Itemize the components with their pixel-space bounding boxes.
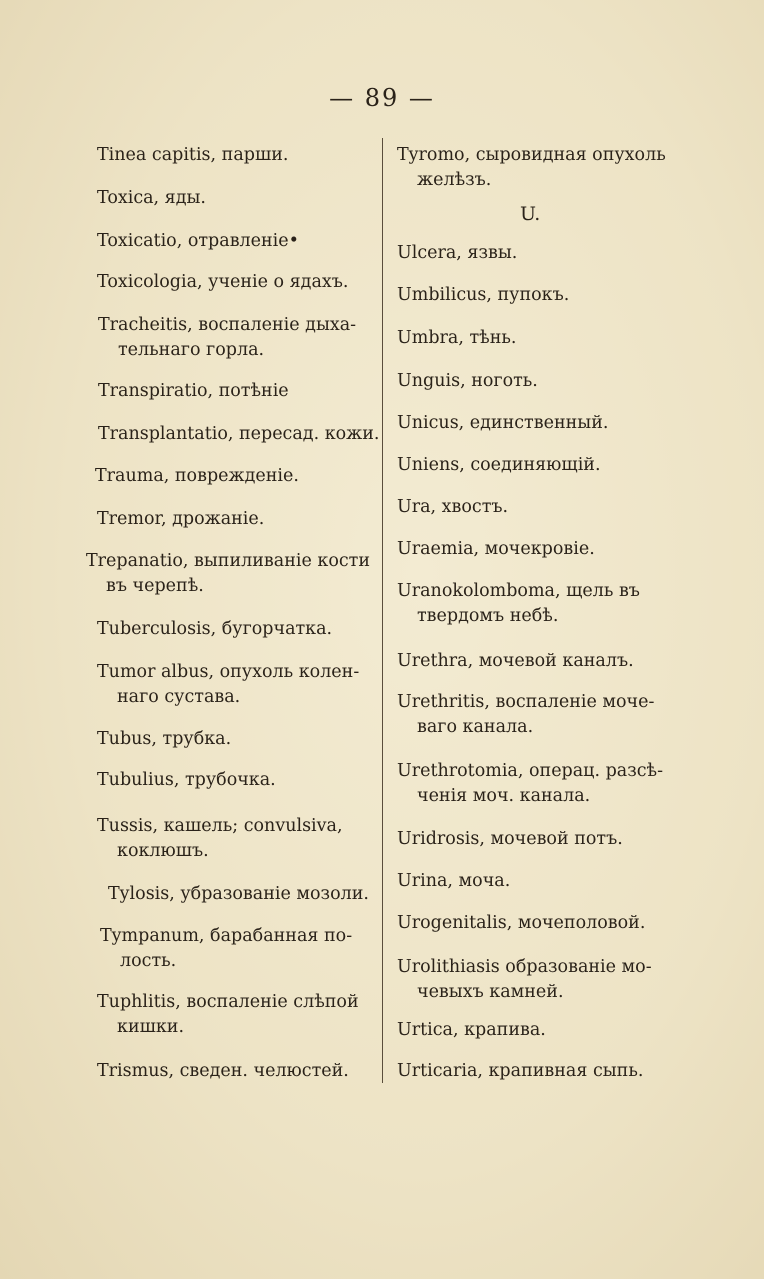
dictionary-entry bbox=[397, 911, 645, 936]
entry-line: Transpiratio, потѣніе bbox=[98, 381, 289, 401]
entry-line: Trepanatio, выпиливаніе кости bbox=[86, 551, 370, 571]
entry-line: Urethra, мочевой каналъ. bbox=[397, 651, 634, 671]
dictionary-entry bbox=[397, 411, 608, 436]
entry-line: Tuberculosis, бугорчатка. bbox=[97, 619, 333, 639]
entry-line: Tracheitis, воспаленіе дыха- bbox=[98, 315, 357, 335]
dictionary-entry bbox=[397, 495, 508, 520]
entry-line: Tyromo, сыровидная опухоль bbox=[397, 145, 666, 165]
entry-continuation-line: ченія моч. канала. bbox=[417, 786, 591, 806]
entry-line: Tussis, кашель; convulsiva, bbox=[97, 816, 343, 836]
dictionary-entry bbox=[397, 1059, 643, 1084]
entry-line: Urticaria, крапивная сыпь. bbox=[397, 1061, 644, 1081]
dictionary-entry bbox=[397, 690, 654, 740]
entry-continuation-line: наго сустава. bbox=[117, 687, 241, 707]
entry-line: Toxica, яды. bbox=[97, 188, 206, 208]
entry-continuation-line: твердомъ небѣ. bbox=[417, 606, 559, 626]
entry-line: Umbra, тѣнь. bbox=[397, 328, 517, 348]
entry-line: Urogenitalis, мочеполовой. bbox=[397, 913, 646, 933]
entry-line: Trauma, поврежденіе. bbox=[95, 466, 299, 486]
entry-line: Trismus, сведен. челюстей. bbox=[97, 1061, 349, 1081]
dictionary-entry bbox=[397, 1018, 546, 1043]
entry-continuation-line: въ черепѣ. bbox=[106, 576, 204, 596]
entry-line: Urolithiasis образованіе мо- bbox=[397, 957, 652, 977]
entry-line: Urina, моча. bbox=[397, 871, 511, 891]
page-number: — 89 — bbox=[329, 84, 435, 112]
entry-line: Umbilicus, пупокъ. bbox=[397, 285, 570, 305]
entry-line: Tylosis, убразованіе мозоли. bbox=[108, 884, 369, 904]
entry-line: Ura, хвостъ. bbox=[397, 497, 509, 517]
entry-line: Tremor, дрожаніе. bbox=[97, 509, 265, 529]
entry-line: Toxicologia, ученіе о ядахъ. bbox=[97, 272, 349, 292]
dictionary-entry bbox=[397, 955, 652, 1005]
dictionary-entry bbox=[397, 759, 663, 809]
entry-continuation-line: ваго канала. bbox=[417, 717, 534, 737]
dictionary-entry bbox=[397, 453, 601, 478]
dictionary-entry bbox=[397, 143, 666, 193]
entry-line: Urethritis, воспаленіе моче- bbox=[397, 692, 655, 712]
dictionary-entry bbox=[397, 869, 510, 894]
entry-line: Unicus, единственный. bbox=[397, 413, 609, 433]
dictionary-entry bbox=[397, 827, 623, 852]
dictionary-entry bbox=[397, 537, 595, 562]
entry-line: Urethrotomia, операц. разсѣ- bbox=[397, 761, 664, 781]
dictionary-entry bbox=[397, 649, 634, 674]
entry-continuation-line: коклюшъ. bbox=[117, 841, 209, 861]
entry-continuation-line: тельнаго горла. bbox=[118, 340, 265, 360]
entry-line: Urtica, крапива. bbox=[397, 1020, 546, 1040]
entry-line: Tinea capitis, парши. bbox=[97, 145, 289, 165]
entry-line: Uniens, соединяющій. bbox=[397, 455, 601, 475]
entry-line: Toxicatio, отравленіе• bbox=[97, 231, 299, 251]
entry-continuation-line: лость. bbox=[120, 951, 177, 971]
entry-continuation-line: чевыхъ камней. bbox=[417, 982, 564, 1002]
entry-line: Tubulius, трубочка. bbox=[97, 770, 276, 790]
section-letter: U. bbox=[520, 203, 541, 225]
entry-line: Uranokolomboma, щель въ bbox=[397, 581, 640, 601]
dictionary-entry bbox=[397, 326, 516, 351]
entry-line: Tumor albus, опухоль колен- bbox=[97, 662, 360, 682]
entry-line: Tympanum, барабанная по- bbox=[100, 926, 353, 946]
entry-line: Unguis, ноготь. bbox=[397, 371, 538, 391]
dictionary-entry bbox=[397, 579, 640, 629]
entry-continuation-line: кишки. bbox=[117, 1017, 185, 1037]
entry-continuation-line: желѣзъ. bbox=[417, 170, 492, 190]
entry-line: Uraemia, мочекровіе. bbox=[397, 539, 595, 559]
entry-line: Tuphlitis, воспаленіе слѣпой bbox=[97, 992, 359, 1012]
entry-line: Transplantatio, пересад. кожи. bbox=[98, 424, 380, 444]
entry-line: Ulcera, язвы. bbox=[397, 243, 518, 263]
entry-line: Tubus, трубка. bbox=[97, 729, 232, 749]
entry-line: Uridrosis, мочевой потъ. bbox=[397, 829, 623, 849]
dictionary-entry bbox=[397, 369, 538, 394]
dictionary-entry bbox=[397, 283, 569, 308]
dictionary-entry bbox=[397, 241, 517, 266]
